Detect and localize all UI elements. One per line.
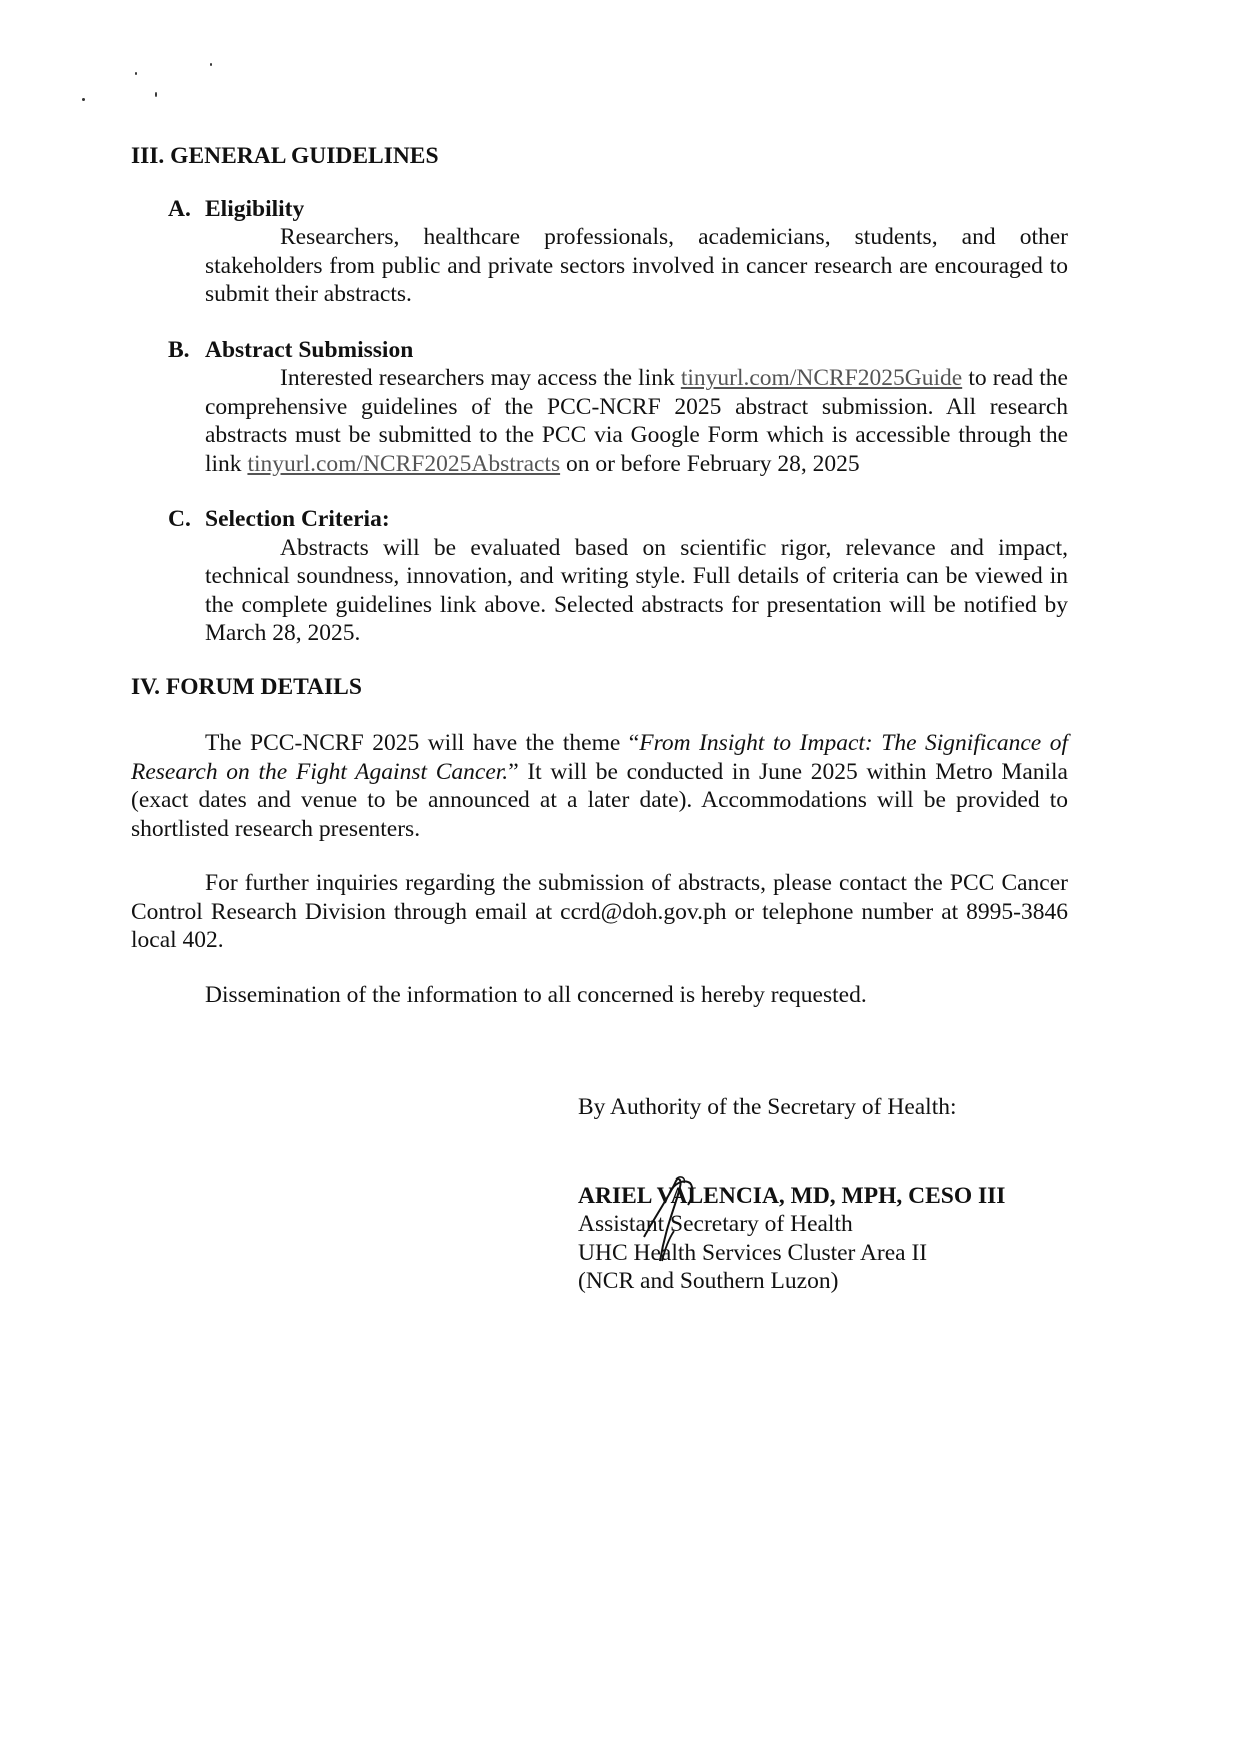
inquiries-paragraph: For further inquiries regarding the submission of abstracts, please contact the PCC Cancer Control Research Division through email at ccrd@doh.gov.ph or telephone number at 8995-3846 local 402. — [131, 870, 1068, 953]
forum-theme: From Insight to Impact: The Significance of Research on the Fight Against Cancer. — [131, 730, 1068, 785]
signatory-region: (NCR and Southern Luzon) — [578, 1268, 839, 1294]
document-body — [131, 142, 1068, 1035]
subsection-title: Eligibility — [205, 195, 305, 222]
subsection-title: Selection Criteria: — [205, 506, 390, 532]
subsection-letter: C. — [168, 506, 191, 532]
subsection-letter: B. — [168, 336, 190, 363]
subsection-title: Abstract Submission — [205, 336, 414, 363]
dissemination-paragraph: Dissemination of the information to all concerned is hereby requested. — [205, 981, 867, 1008]
forum-theme-paragraph: The PCC-NCRF 2025 will have the theme “From Insight to Impact: The Significance of Research on the Fight Against Cancer.” It will be conducted in June 2025 within Metro Manila (exact dates and venue to be announced at a later date). Accommodations will be provided to shortlisted research presenters. — [131, 730, 1068, 842]
subsection-eligibility — [168, 195, 1068, 309]
subsection-body: Interested researchers may access the link tinyurl.com/NCRF2025Guide to read the comprehensive guidelines of the PCC-NCRF 2025 abstract submission. All research abstracts must be submitted to the PCC via Google Form which is accessible through the link tinyurl.com/NCRF2025Abstracts on or before February 28, 2025 — [205, 365, 1068, 477]
section-heading-general-guidelines: III. GENERAL GUIDELINES — [131, 143, 439, 169]
signatory-title: Assistant Secretary of Health — [578, 1211, 853, 1237]
signatory-name: ARIEL VALENCIA, MD, MPH, CESO III — [578, 1182, 1006, 1209]
guide-link[interactable]: tinyurl.com/NCRF2025Guide — [680, 365, 963, 391]
signatory-office: UHC Health Services Cluster Area II — [578, 1239, 928, 1266]
subsection-body: Researchers, healthcare professionals, academicians, students, and other stakeholders from public and private sectors involved in cancer research are encouraged to submit their abstracts. — [205, 224, 1068, 307]
subsection-selection-criteria — [168, 505, 1068, 648]
section-heading-forum-details: IV. FORUM DETAILS — [131, 673, 362, 700]
subsection-letter: A. — [168, 195, 191, 222]
subsection-body: Abstracts will be evaluated based on scientific rigor, relevance and impact, technical soundness, innovation, and writing style. Full details of criteria can be viewed in the complete guidelines link above. Selected abstracts for presentation will be notified by March 28, 2025. — [205, 534, 1068, 646]
authority-line: By Authority of the Secretary of Health: — [578, 1094, 957, 1120]
subsection-abstract-submission — [168, 336, 1068, 479]
handwritten-signature — [636, 1175, 716, 1265]
abstracts-form-link[interactable]: tinyurl.com/NCRF2025Abstracts — [247, 450, 561, 477]
